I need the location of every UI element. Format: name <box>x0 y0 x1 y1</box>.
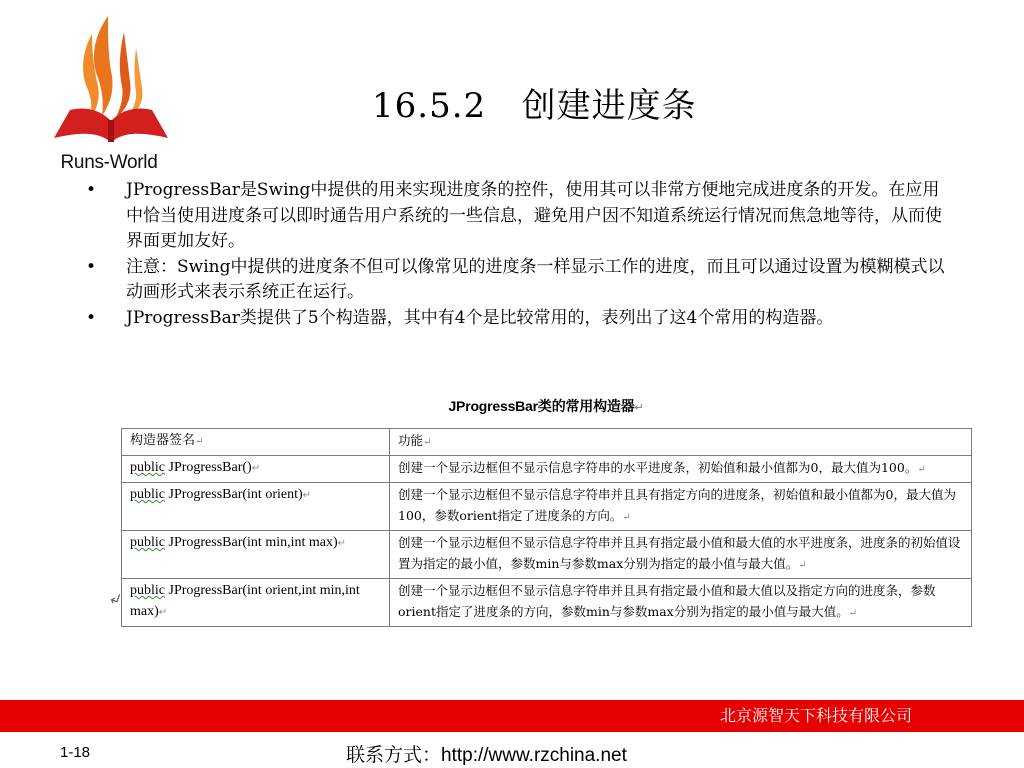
bullet-text: JProgressBar是Swing中提供的用来实现进度条的控件，使用其可以非常方便地完成进度条的开发。在应用中恰当使用进度条可以即时通告用户系统的一些信息，避免用户因不知道系统运行情况而焦急地等待，从而使界面更加友好。 <box>126 180 942 251</box>
header-function-text: 功能 <box>398 433 424 448</box>
keyword-public: public <box>130 487 165 502</box>
signature-text: JProgressBar() <box>165 460 252 475</box>
header-cell-function <box>390 429 972 456</box>
signature-text: JProgressBar(int orient,int min,int max) <box>130 583 360 619</box>
bullet-dot-icon: • <box>86 307 97 328</box>
title-number: 16.5.2 <box>372 86 487 126</box>
footer-bar <box>0 700 1024 732</box>
paragraph-mark-icon: ↵ <box>634 402 644 414</box>
contact-info <box>346 740 627 767</box>
cell-mark-icon: ↵ <box>158 607 168 618</box>
description-text: 创建一个显示边框但不显示信息字符串并且具有指定方向的进度条，初始值和最小值都为0，最大值为100，参数orient指定了进度条的方向。 <box>398 487 956 523</box>
bullet-list <box>86 178 946 331</box>
cell-mark-icon: ↵ <box>848 608 858 619</box>
company-name: 北京源智天下科技有限公司 <box>719 706 912 725</box>
cell-mark-icon: ↵ <box>622 512 631 523</box>
table-row <box>122 579 972 627</box>
signature-cell <box>122 579 390 627</box>
constructor-table <box>121 428 972 627</box>
title-text: 创建进度条 <box>521 86 697 126</box>
logo-text: Runs-World <box>60 152 158 173</box>
signature-cell <box>122 531 390 579</box>
bullet-dot-icon: • <box>86 180 97 200</box>
description-cell <box>390 531 972 579</box>
cell-mark-icon: ↵ <box>798 560 807 571</box>
description-cell <box>390 579 972 627</box>
header-cell-signature <box>122 429 390 456</box>
cell-mark-icon: ↵ <box>302 490 312 501</box>
signature-cell <box>122 456 390 483</box>
signature-text: JProgressBar(int orient) <box>165 487 303 502</box>
table-caption-text: JProgressBar类的常用构造器 <box>448 398 635 414</box>
bullet-item <box>86 306 946 332</box>
description-text: 创建一个显示边框但不显示信息字符串并且具有指定最小值和最大值的水平进度条，进度条的初始值设置为指定的最小值，参数min与参数max分别为指定的最小值与最大值。 <box>398 535 961 571</box>
anchor-mark-icon: ↲ <box>106 588 125 610</box>
cell-mark-icon: ↵ <box>917 464 926 475</box>
slide-title <box>372 84 697 128</box>
bullet-text: 注意：Swing中提供的进度条不但可以像常见的进度条一样显示工作的进度，而且可以通过设置为模糊模式以动画形式来表示系统正在运行。 <box>126 256 945 302</box>
table-row <box>122 483 972 531</box>
runs-world-logo <box>44 12 176 173</box>
cell-mark-icon: ↵ <box>251 463 261 474</box>
signature-text: JProgressBar(int min,int max) <box>165 535 338 550</box>
signature-cell <box>122 483 390 531</box>
description-cell <box>390 483 972 531</box>
bullet-item <box>86 178 946 255</box>
bullet-dot-icon: • <box>86 256 97 277</box>
keyword-public: public <box>130 535 165 550</box>
keyword-public: public <box>130 460 165 475</box>
keyword-public: public <box>130 583 165 598</box>
description-text: 创建一个显示边框但不显示信息字符串的水平进度条，初始值和最小值都为0，最大值为100。 <box>398 460 918 475</box>
table-header-row <box>122 429 972 456</box>
contact-url[interactable]: http://www.rzchina.net <box>441 745 627 766</box>
bullet-text: JProgressBar类提供了5个构造器，其中有4个是比较常用的，表列出了这4个常用的构造器。 <box>126 307 834 328</box>
description-text: 创建一个显示边框但不显示信息字符串并且具有指定最小值和最大值以及指定方向的进度条，参数orient指定了进度条的方向，参数min与参数max分别为指定的最小值与最大值。 <box>398 583 936 619</box>
table-caption <box>120 396 972 416</box>
cell-mark-icon: ↵ <box>337 538 347 549</box>
description-cell <box>390 456 972 483</box>
table-row <box>122 456 972 483</box>
cell-mark-icon: ↵ <box>423 437 432 448</box>
bullet-item <box>86 255 946 306</box>
page-number: 1-18 <box>60 744 91 761</box>
flame-book-logo-icon <box>50 12 172 144</box>
contact-label: 联系方式： <box>346 744 442 766</box>
cell-mark-icon: ↵ <box>195 436 204 447</box>
table-row <box>122 531 972 579</box>
header-signature-text: 构造器签名 <box>130 433 196 448</box>
